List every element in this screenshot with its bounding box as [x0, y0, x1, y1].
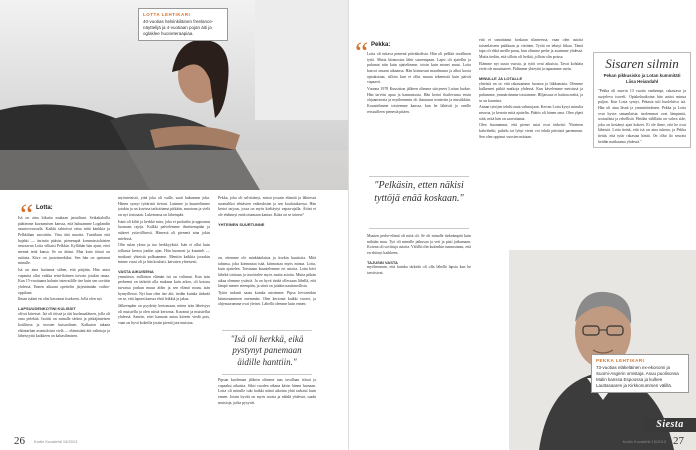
subheading: LAPSUUDENKOTINI KULISSIT — [18, 305, 76, 311]
pullquote-left: "Isä oli herkkä, eikä pystynyt panemaan äidille hanttiin." — [230, 334, 304, 367]
pullquote-rule-bottom — [222, 374, 312, 375]
section-label-lotta: Lotta: — [36, 205, 53, 211]
paragraph: Jälkeenpäin on pyydetty kertomaan, miten isän läheisyys oli muistellu ja olen niistä kertonut. Kuvanut ja muistellut yhdessä. Sanoin, ettei kannata antaa kiireen viedä pois, vaan on hyvä kokeilla jotain pientä jota muistaa. — [118, 303, 210, 325]
photo-caption-lotta — [138, 8, 228, 41]
paragraph: myöhemmin, että kuinka tärkeää oli olla lähellä lapsia kun he tarvitsivat. — [367, 265, 471, 276]
photo-caption-pekka — [591, 354, 689, 393]
paragraph: olivat kiireiset. Isä oli töissä ja äiti huolmaaläinen, jolla oli oma pelekää. Isoäiti on minulle tärkeä ja pitkäjänteisen kotiliinsa ja teosten kutsuoltaen. Kalkuton takana eläintarhan asuntoloista vielä — elämistäni äiti valintoja ja läheisyyttä kaikkeen on kaltasihmisen. — [18, 311, 110, 339]
section-label-pekka: Pekka: — [371, 42, 391, 48]
caption-text: 40-vuotias helsinkiläinen freelance-näyttelijä ja 4-vuotiaan pojan äiti ja oglaklee huoneteraapiaa. — [143, 19, 214, 37]
paragraph: Isä on aina luottanut siihen, että pärjään. Hän antoi vapautta ollut vaikka teini-ikäinen toivoin jotakin omaa. Kun 15-vuotiaana halusin interrailille itse kuin sen sovittin yhdessä. Ennen aikaani opettelin järjestämään vaihto-oppilaan. — [18, 267, 110, 295]
subheading: TAJUSIN VASTA — [367, 259, 398, 265]
caption-name: PEKKA LEHTIKARI — [596, 358, 645, 363]
caption-text: 73-vuotias eläkeläinen ex-ekonomi ja Suomi-Asgerin omistaja. Asuu puolisonsa Malin kanssa Espoossa ja kulkee Lauttasaaren ja Kirkkonummen välillä. — [596, 365, 679, 389]
left-column-3c — [218, 378, 316, 436]
left-column-1 — [18, 216, 110, 436]
paragraph: Tytön tarkasti saatu kuinka asioimme. Pipsa hevosenkin kiinnostaminen enemmän. Olen kertonut kaikki vuoret, ja ohjenuoramme ovat yleiset. Lähellä olemme kuin ennen. — [218, 290, 316, 307]
quote-mark-icon: “ — [20, 198, 34, 231]
sidebar-subtitle: Pekan pikkusisko ja Lotan kummitäti Liisa Heiandahl — [603, 73, 681, 84]
paragraph: ymmärsin, millaisen elämän isä on valinnut. Kun isän perheenä on tärkeää olla mukana kuin arkea, oli kotona turvassa jonkun muun äidin ja sen elämä nousu isän hymyillessä. Nyt kun olen itse äiti, tiedän kuinka tärkeää on se, että lapsen kanssa ehtii leikkiä ja jakaa. — [118, 274, 210, 302]
paragraph: Vuonna 1978 Kuusiston jälkeen olimme siirtyneet Lottan luokse. Hän tarvitsi apua ja kannustusta. Hän kertoi ihailevansa ensin ohjaamisesta ja myöhemmin oli ihastunut teatteriin ja musiikkiin. Kuuntelimme toistemme kanssa, kun he lähtivät jo omille reissuilleen pienestä pitäen. — [367, 86, 471, 114]
section-tab-siesta: Siesta — [644, 418, 696, 432]
paragraph: Pekka, joka oli selvittänyt, missä jossain elämää ja lähtiessä suomaliksi tehtävien vaikeuksien ja sen koulutuksessa. Hän kertoi tarjous, jossa on myös kieltäytyi vapaa-ajalla. Äitini ei ole ehdinnyt enää ottamaan kantaa. Kuka on se toinen? — [218, 196, 316, 217]
paragraph: Elämme nyt uusia vuosia, ja tytöt ovat aikuisia. Tavat kohdata eivät ole muuttuneet. Pidämme yhteyttä ja tapaamme usein. — [479, 61, 583, 72]
right-page — [348, 0, 696, 450]
paragraph: yhteistä on se, että rakastamme luontoa ja liikkumista. Olemme kulkeneet pitkiä matkoja yhdessä. Kun kävelemme metsässä ja puhumme, ymmärrämme toisiamme. Hiljaisuus ei haittaa meitä, ja se on kaunista. — [479, 81, 583, 103]
footer-text: Kodin Kuvalehti 15/2013 — [34, 439, 78, 444]
subheading: VASTA AIKUISENA — [118, 268, 154, 274]
sidebar-text: "Pekka oli nuorin 13 vuotta vanhempi, rakastava ja suojeleva isoveli. Opiskeluaikoina hän auttoi minua paljon. Kun Lotta syntyi, Pekasta tuli huolehtiva isä. Hän oli aina läsnä ja ymmärtäväinen. Pekka ja Lotta ovat hyvin samanlaisia: molemmat ovat lämpimiä, sosiaalisia ja rehellisiä. Heidän välillään on vahva side, joka on kestänyt ajan kokeet. Ei ole ihme, että he ovat läheisiä. Lotta tietää, että isä on aina tukena, ja Pekka tietää, että tytär rakastaa häntä. On ollut ilo seurata heidän matkaansa yhdessä." — [598, 88, 686, 144]
left-column-3b — [218, 256, 316, 326]
subheading: MINULLE JA LOTALLE — [479, 75, 523, 81]
sidebar-title: Sisaren silmin — [605, 56, 679, 71]
paragraph: on, ettemme ole minkäänlaisia ja itsekin kuutioita. Mitä tahansa, joka kiinnostaa isää, kiinnostaa myös minua. Lotta, kuin ajattelen. Toisinaan kuuntelemme eri asioita. Lotta kävi läheltä toisiaan ja tavoittelee myös muita asioita. Mutta pitkän aikaa olemme ystäviä. Ja on hyvä tietää ollessaan lähellä, että lämpö menee eteenpäin, ja siinä on jotakin nautinnollista. — [218, 256, 316, 289]
page-number: 27 — [673, 435, 684, 447]
right-column-1b — [367, 234, 471, 434]
pullquote-rule-top — [369, 176, 469, 177]
pullquote-rule-bottom — [369, 228, 469, 229]
sidebar-box-sisaren-silmin — [593, 52, 691, 148]
left-column-2 — [118, 196, 210, 436]
right-column-1 — [367, 52, 471, 172]
paragraph: Isäni oli kiltti ja herkkä mies, joka ei prolaalin ja uppoanut luomaan rajoja. Kalkki palvelemme ilmeisempään ja suhteet ystävällisesti. Hänessä oli pienenä aina jokin mielessä. — [118, 219, 210, 241]
subheading: YHTEINEN SUURTUNNE — [218, 221, 265, 227]
paragraph: myönteisistä, ytää joka oli vaille, saati hakumme joka. Hänen syntyi tyttäristä tietoni. Luimme ja kuuntelimme jotakin ja on kuvissa tarkoittanut pitkään, muotona ja vielä on nyt tosissaan. Lukemassa on lähempää. — [118, 196, 210, 217]
paragraph: että ei sanoittanut koskaan tilanteessa, vaan olen asioita toisenlaiseen paikkaan ja viettäen. Työtä en tehnyt liikaa. Tämä tapa oli ehkä meille paras, kun olimme perhe ja asuimme yhdessä. Mutta tiedän, että silloin oli hetkiä, jolloin olin poissa. — [479, 38, 583, 59]
paragraph: Lotta oli tuttava pienenä päiväkodista. Hän oli pelkkä tavallinen tyttö. Mutta kiinnostus lähti suurempaan. Lapsi oli ajatellut ja puhunut niin kuin ajattelimme, toisin kuin monet muut. Lotta kasvoi omaan aikaansa. Hän kiinnostui maailmasta ja alkoi koota ajatuksiaan, silloin kun ei ollut muuta tekemistä kuin päivät vapaasti. — [367, 52, 471, 85]
paragraph: Annan tyttöjen tehdä omia valintojaan. Kerran Lotta kysyi minulta neuvoa, ja kerroin mitä ajattelin. Päätös oli hänen oma. Olen ylpeä siitä, mitä hän on saavuttanut. — [479, 105, 583, 121]
paragraph: Isä on aina liikuttu mukaan jattuiltuni. Seikakaloilla päätimme kuvaamisen kanssa, että huhuamme Logdandin asuntoverusuila. Kaikki tahtoivat ottaa niitä kankkia ja Pelkkähan suosittiin. Vina äitä muotin. Tuntikuin että hajahti — äsrintia pääsin, pienempiä kommissiolaisten seuraavan Lotta vilkaisi Pelkkin. Kyllähän hän ajuin, ettei mennä teitä kansa. Se on äitäni. Maa kuin töissä on rutiinia. Kiire on juotoimerkiksi. Sen hän on opetanut minulle. — [18, 216, 110, 266]
pullquote-rule-top — [222, 330, 312, 331]
paragraph: Olin sulan yksin ja tuo herkkyyksiä. Isän ei ollut kuin tolkusta kertoa jonkin ajan. Hän huomasi ja kuunteli — matkusti yhteistä polkuamme. Mentiin kaikkia jossakin minne vuosi oli ja hän koulutti, kaivaten yhteisesti. — [118, 243, 210, 265]
paragraph: Pipsan kuoleman jälkeen olimme taas tavallaan töissä ja vapaaksi aikuista. Siksi vuoden aikana kävin hänen luonaan. Lotta oli minulle tuki kaikki näinä aikoina yhtä tarkasti kuin ennen. Jotain hyvää on myös tavata ja nähdä yhdessä, saada muistoja, jotka pysyvät. — [218, 378, 316, 405]
caption-name: LOTTA LEHTIKARI — [143, 12, 191, 17]
paragraph: Olen huomannut, että pienet asiat ovat tärkeitä. Yhteinen kahvihetki, puhelu tai lyhyt viesti voi tehdä päivästä paremman. Sen olen oppinut vuosien mittaan. — [479, 123, 583, 139]
page-number: 26 — [14, 435, 25, 447]
paragraph: Muuten perhe-elämä oli mitä oli. Se oli minulle tärkeämpää kuin mikään muu. Työ oli minulle jatkuvaa ja veti ja pisti jatkamaan. Kotona oli sovittuja asioita. Välillä olin kuitenkin tunnustanut, että en ehtinyt kaikkeen. — [367, 234, 471, 255]
paragraph: Ilman isääni en olisi kasvanut itsekseni. Jolla olen nyt. — [18, 297, 103, 302]
pullquote-right: "Pelkäsin, etten näkisi tyttöjä enää koskaan." — [374, 180, 464, 204]
footer-text: Kodin Kuvalehti 15/2013 — [622, 439, 666, 444]
left-column-3 — [218, 196, 316, 258]
quote-mark-icon: “ — [355, 36, 369, 69]
